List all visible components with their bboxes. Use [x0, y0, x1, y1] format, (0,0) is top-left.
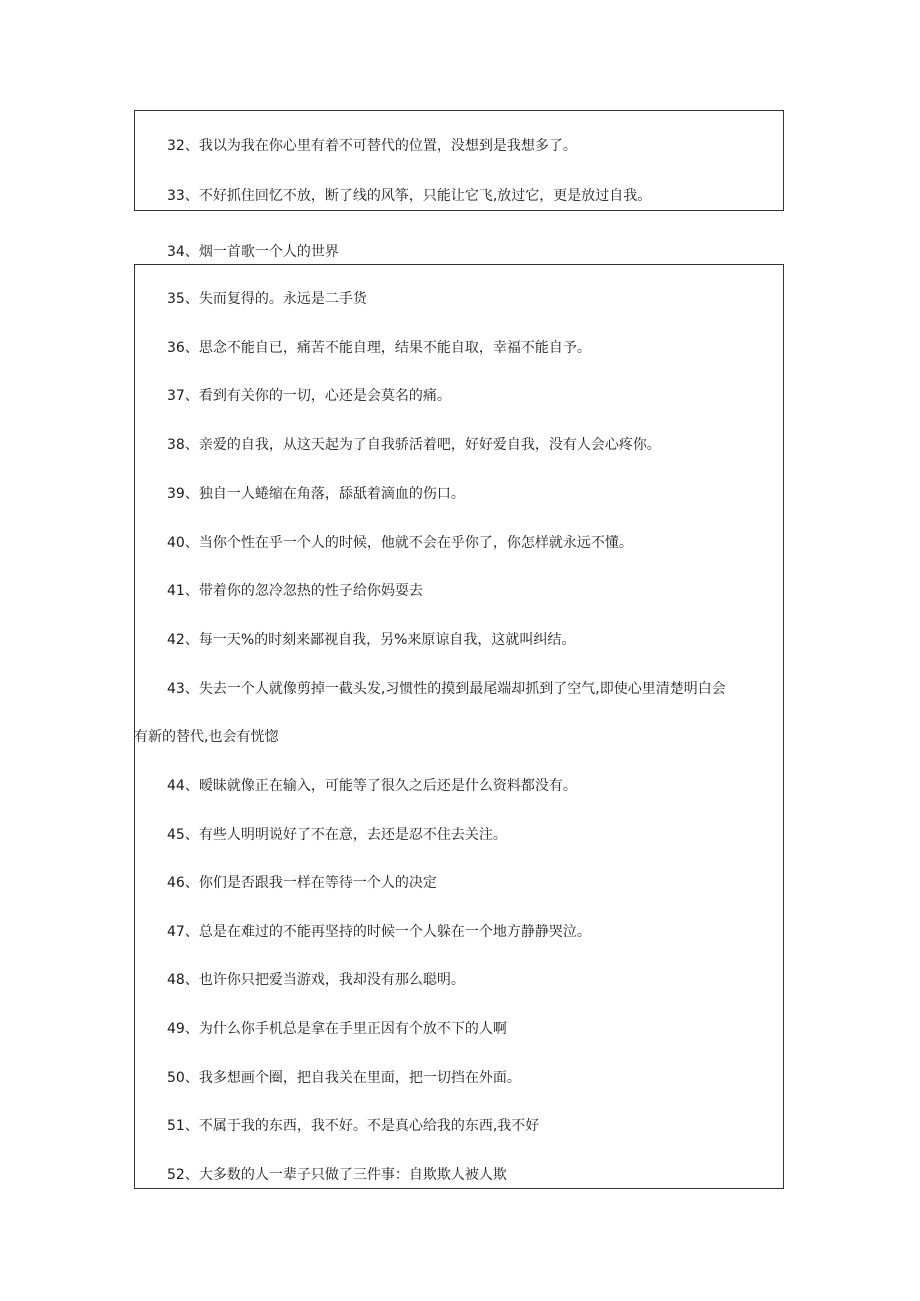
list-item: 49、为什么你手机总是拿在手里正因有个放不下的人啊 — [167, 1021, 507, 1037]
list-item: 38、亲爱的自我，从这天起为了自我骄活着吧，好好爱自我，没有人会心疼你。 — [167, 437, 661, 453]
list-item: 42、每一天%的时刻来鄙视自我，另%来原谅自我，这就叫纠结。 — [167, 632, 576, 648]
list-item: 35、失而复得的。永远是二手货 — [167, 291, 367, 307]
list-item: 33、不好抓住回忆不放，断了线的风筝，只能让它飞,放过它，更是放过自我。 — [167, 188, 652, 204]
list-item: 34、烟一首歌一个人的世界 — [167, 244, 339, 260]
list-item: 48、也许你只把爱当游戏，我却没有那么聪明。 — [167, 972, 465, 988]
list-item: 50、我多想画个圈，把自我关在里面，把一切挡在外面。 — [167, 1070, 521, 1086]
list-item: 40、当你个性在乎一个人的时候，他就不会在乎你了，你怎样就永远不懂。 — [167, 535, 633, 551]
list-item: 43、失去一个人就像剪掉一截头发,习惯性的摸到最尾端却抓到了空气,即使心里清楚明白会 — [167, 681, 726, 697]
list-item: 47、总是在难过的不能再坚持的时候一个人躲在一个地方静静哭泣。 — [167, 924, 591, 940]
list-item: 51、不属于我的东西，我不好。不是真心给我的东西,我不好 — [167, 1118, 540, 1134]
list-item: 52、大多数的人一辈子只做了三件事：自欺欺人被人欺 — [167, 1167, 507, 1183]
list-item: 41、带着你的忽冷忽热的性子给你妈耍去 — [167, 583, 423, 599]
list-item-continuation: 有新的替代,也会有恍惚 — [134, 729, 279, 745]
list-item: 46、你们是否跟我一样在等待一个人的决定 — [167, 875, 437, 891]
list-item: 45、有些人明明说好了不在意，去还是忍不住去关注。 — [167, 827, 507, 843]
list-item: 32、我以为我在你心里有着不可替代的位置，没想到是我想多了。 — [167, 138, 577, 154]
list-item: 44、暧昧就像正在输入，可能等了很久之后还是什么资料都没有。 — [167, 778, 577, 794]
list-item: 39、独自一人蜷缩在角落，舔舐着滴血的伤口。 — [167, 486, 465, 502]
list-item: 36、思念不能自已，痛苦不能自理，结果不能自取，幸福不能自予。 — [167, 340, 591, 356]
list-item: 37、看到有关你的一切，心还是会莫名的痛。 — [167, 388, 451, 404]
